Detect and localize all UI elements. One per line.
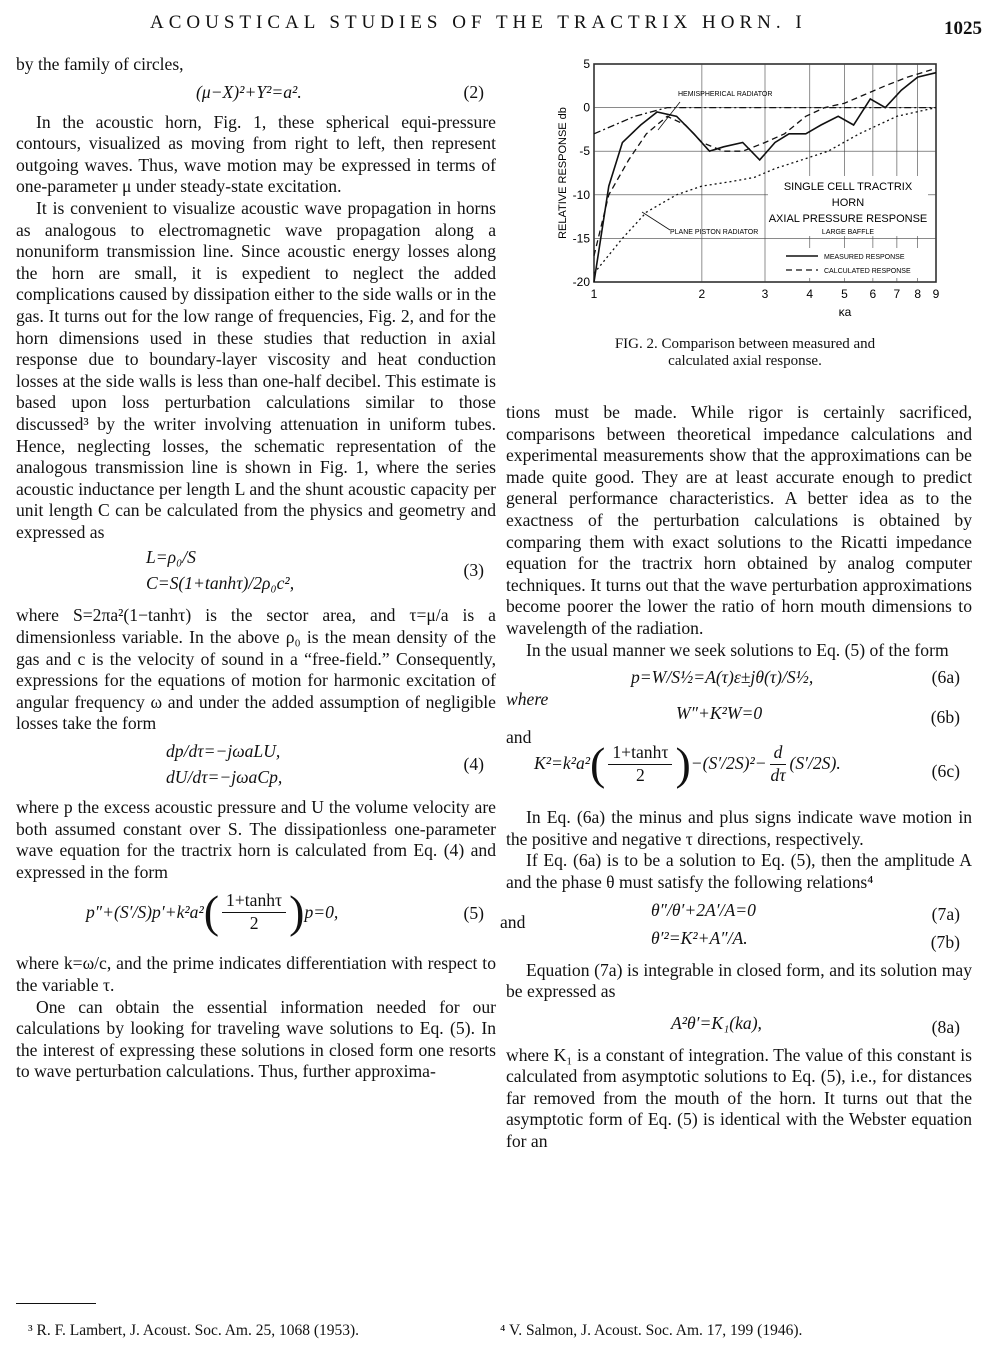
equation-expression: p=W/S½=A(τ)ε±jθ(τ)/S½, (631, 667, 814, 688)
paragraph: Equation (7a) is integrable in closed form, and its solution may be expressed as (506, 959, 972, 1002)
right-column (500, 402, 972, 1153)
annotation-hemispherical: HEMISPHERICAL RADIATOR (678, 91, 773, 98)
equation-expression: p″+(S′/S)p′+k²a² (86, 901, 204, 922)
figure-caption (560, 336, 930, 370)
x-tick-label: 3 (761, 287, 769, 301)
annotation-plane-piston: PLANE PISTON RADIATOR (670, 229, 759, 236)
legend-label-calculated: CALCULATED RESPONSE (824, 268, 911, 275)
equation-line: C=S(1+tanhτ)/2ρ₀c², (146, 573, 295, 594)
fraction-denominator: 2 (636, 764, 645, 785)
y-tick-label: -20 (572, 275, 590, 289)
and-label: and (500, 911, 526, 932)
equation-6b (506, 689, 972, 728)
caption-line: FIG. 2. Comparison between measured and (614, 336, 876, 352)
page-number: 1025 (944, 18, 982, 39)
paragraph: One can obtain the essential information needed for our calculations by looking for traveling wave solutions to Eq. (5). In the interest of expressing these solutions in closed form one resorts to wave perturbation calculations. Thus, further approxima- (16, 996, 496, 1082)
footnote-4: ⁴ V. Salmon, J. Acoust. Soc. Am. 17, 199 (1946). (500, 1322, 803, 1339)
paragraph: In the acoustic horn, Fig. 1, these spherical equi-pressure contours, visualized as moving from right to left, then represent outgoing waves. Thus, wave motion may be expressed in terms of one-parameter μ under steady-state excitation. (16, 111, 496, 197)
equation-number: (7b) (930, 931, 960, 952)
footnote-3: ³ R. F. Lambert, J. Acoust. Soc. Am. 25, 1068 (1953). (28, 1322, 360, 1339)
derivative-fraction (770, 742, 787, 786)
equation-2 (16, 82, 496, 106)
equation-number: (8a) (931, 1016, 960, 1037)
y-tick-label: -5 (579, 144, 590, 159)
fraction (608, 742, 672, 786)
equation-line: dU/dτ=−jωaCp, (166, 767, 283, 788)
equation-number: (7a) (931, 903, 960, 924)
x-tick-label: 9 (932, 287, 940, 301)
paren-close: ) (289, 886, 305, 938)
fraction-numerator: d (770, 742, 787, 765)
equation-expression: θ″/θ′+2A′/A=0 (651, 899, 756, 920)
paragraph: where k=ω/c, and the prime indicates differentiation with respect to the variable τ. (16, 953, 496, 995)
x-tick-label: 5 (841, 287, 848, 301)
y-tick-label: 5 (583, 58, 590, 71)
y-tick-label: -15 (572, 231, 590, 246)
equation-expression: −(S′/2S)²− (690, 753, 767, 774)
running-title: ACOUSTICAL STUDIES OF THE TRACTRIX HORN. I (150, 12, 807, 33)
equation-number: (6b) (930, 707, 960, 728)
paren-open: ( (590, 738, 606, 790)
x-tick-label: 8 (914, 287, 922, 301)
equation-expression: (μ−X)²+Y²=a². (196, 81, 302, 102)
chart-title-line: HORN (831, 197, 865, 209)
equation-number: (5) (463, 903, 484, 924)
fraction-denominator: 2 (249, 912, 259, 933)
equation-line: L=ρ₀/S (146, 547, 196, 568)
equation-5 (16, 887, 496, 947)
equation-6c (506, 727, 972, 801)
paragraph: where p the excess acoustic pressure and U the volume velocity are both assumed constant over S. The dissipationless one-parameter wave equation for the tractrix horn is calculated from Eq. (4) and expressed in the form (16, 797, 496, 882)
paren-close: ) (675, 738, 691, 790)
equation-6a (506, 667, 972, 691)
equation-expression: θ′²=K²+A″/A. (651, 927, 748, 948)
equation-number: (4) (463, 754, 484, 775)
equation-number: (6c) (931, 761, 960, 782)
fraction-numerator: 1+tanhτ (608, 742, 672, 765)
x-tick-label: 6 (869, 287, 877, 301)
chart-title-line: SINGLE CELL TRACTRIX (783, 181, 913, 193)
x-tick-label: 2 (698, 287, 706, 301)
legend-label-measured: MEASURED RESPONSE (824, 254, 905, 261)
y-tick-label: -10 (572, 187, 590, 202)
paragraph: In the usual manner we seek solutions to Eq. (5) of the form (526, 639, 949, 660)
x-tick-label: 1 (590, 287, 598, 301)
axial-response-chart (530, 58, 990, 358)
x-tick-label: 7 (893, 287, 901, 301)
paragraph: by the family of circles, (16, 54, 184, 74)
chart-title-line: AXIAL PRESSURE RESPONSE (768, 213, 928, 225)
figure-2 (530, 58, 990, 358)
paragraph: If Eq. (6a) is to be a solution to Eq. (5), then the amplitude A and the phase θ must satisfy the following relations⁴ (506, 850, 972, 892)
paragraph: tions must be made. While rigor is certainly sacrificed, comparisons between theoretical impedance calculations and experimental measurements show that the approximations can be made quite good. They are at least accurate enough to predict general performance characteristics. A better idea as to the exactness of the perturbation calculations is obtained by comparing them with exact solutions to the Ricatti impedance equation for the tractrix horn obtained by analog computer techniques. It turns out that the wave perturbation approximations become poorer the lower the ratio of horn mouth dimensions to wavelength of the radiation. (506, 402, 972, 638)
footnote-rule (16, 1303, 96, 1304)
and-label: and (506, 727, 532, 748)
equation-number: (6a) (931, 667, 960, 688)
y-tick-label: 0 (583, 100, 590, 115)
chart-title-line: LARGE BAFFLE (821, 229, 875, 236)
fraction (222, 890, 286, 934)
equation-expression: (S′/2S). (789, 753, 841, 774)
paragraph: where K₁ is a constant of integration. The value of this constant is calculated from asymptotic solutions to Eq. (5), i.e., for distances far removed from the mouth of the horn. It turns out that the asymptotic form of Eq. (5) is identical with the Webster equation for an (506, 1044, 972, 1152)
paragraph: where S=2πa²(1−tanhτ) is the sector area, and τ=μ/a is a dimensionless variable. In the above ρ₀ is the mean density of the gas and c is the velocity of sound in a “free-field.” Consequently, expressions for the equations of motion for harmonic excitation of angular frequency ω and under the added assumption of negligible losses take the form (16, 605, 496, 734)
left-column (16, 54, 496, 1083)
y-axis-label: RELATIVE RESPONSE db (557, 107, 569, 239)
fraction-numerator: 1+tanhτ (222, 890, 286, 913)
paragraph: It is convenient to visualize acoustic wave propagation in horns as analogous to electromagnetic wave propagation along a nonuniform transmission line. Since acoustic energy losses along the horn are small, it is expedient to neglect the added complications caused by dissipation either to the side walls or in the gas. It turns out for the low range of frequencies, Fig. 2, and for the horn dimensions used in these studies that reduction in axial response due to boundary-layer viscosity and heat conduction losses at the side walls is less than one-half decibel. This estimate is based upon loss perturbation calculations similar to those discussed³ by the writer involving attenuation in uniform tubes. Hence, neglecting losses, the schematic representation of the analogous transmission line is shown in Fig. 1, where the series acoustic inductance per length L and the shunt acoustic capacity per unit length C can be calculated from the physics and geometry and expressed as (16, 197, 496, 542)
equation-number: (3) (463, 560, 484, 581)
equation-expression: A²θ′=K₁(ka), (671, 1012, 762, 1033)
equation-expression: K²=k²a² (534, 753, 591, 774)
equation-8a (506, 1009, 972, 1039)
caption-line: calculated axial response. (668, 353, 822, 369)
equation-expression: p=0, (304, 901, 339, 922)
where-label: where (506, 689, 549, 710)
equation-4 (16, 739, 496, 791)
paragraph: In Eq. (6a) the minus and plus signs indicate wave motion in the positive and negative τ directions, respectively. (506, 807, 972, 849)
equation-line: dp/dτ=−jωaLU, (166, 741, 281, 762)
x-axis-label: κa (838, 305, 852, 319)
annotation-pointer (642, 212, 670, 230)
equation-7 (500, 898, 972, 954)
paren-open: ( (203, 886, 220, 938)
x-tick-label: 4 (806, 287, 814, 301)
fraction-denominator: dτ (770, 764, 786, 785)
equation-expression: W″+K²W=0 (676, 703, 763, 724)
equation-3 (16, 547, 496, 599)
equation-number: (2) (463, 81, 484, 102)
